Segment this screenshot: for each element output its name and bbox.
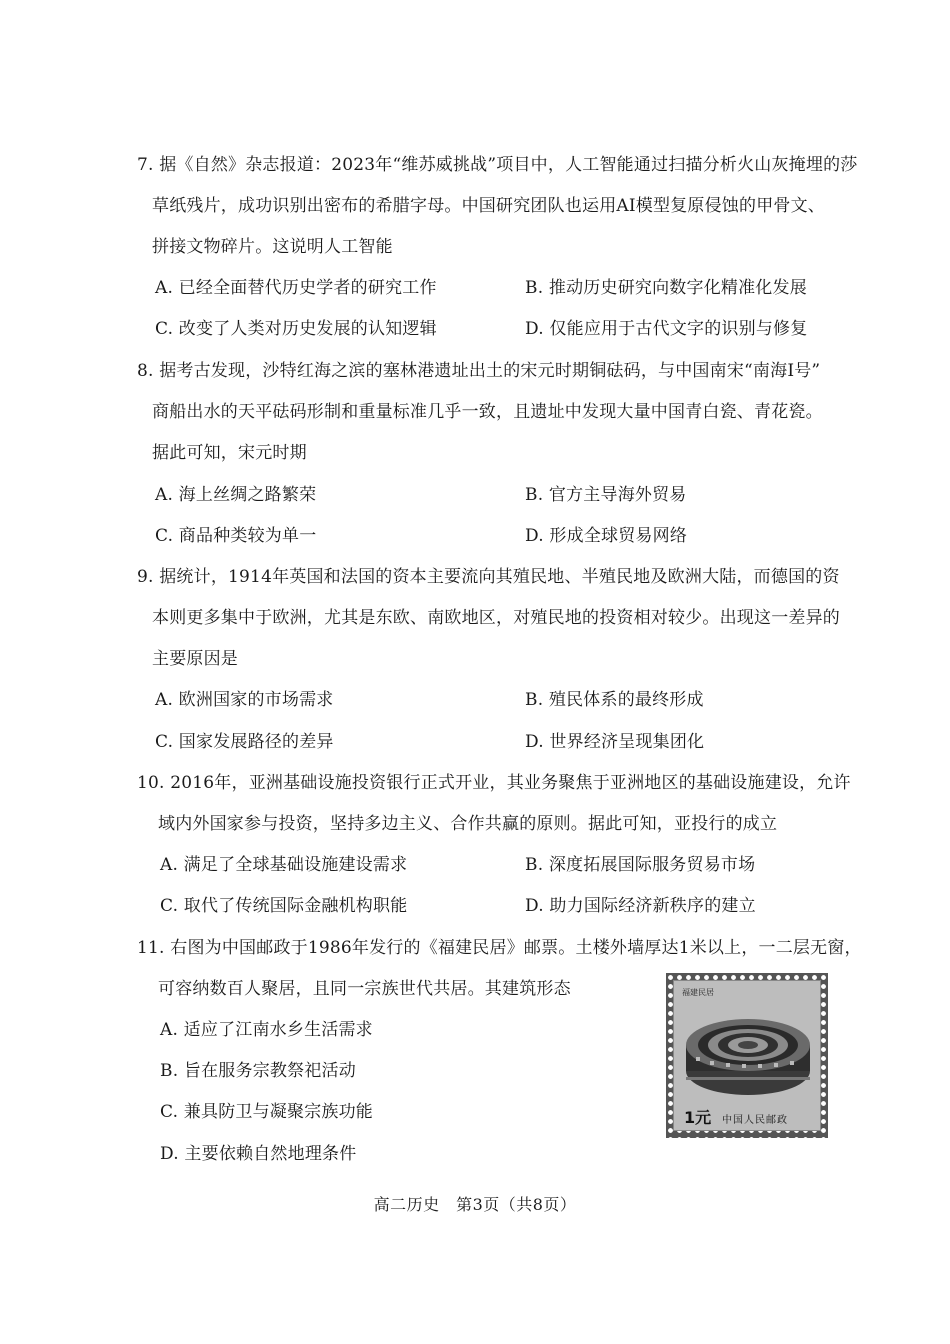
question-8-stem-line-2: 商船出水的天平砝码形制和重量标准几乎一致，且遗址中发现大量中国青白瓷、青花瓷。	[152, 402, 823, 422]
question-11-option-d: D. 主要依赖自然地理条件	[160, 1144, 357, 1164]
fujian-dwelling-stamp	[666, 973, 828, 1138]
question-8-stem-line-1: 8. 据考古发现，沙特红海之滨的塞林港遗址出土的宋元时期铜砝码，与中国南宋“南海Ⅰ号”	[137, 361, 821, 381]
question-10-stem-line-1: 10. 2016年，亚洲基础设施投资银行正式开业，其业务聚焦于亚洲地区的基础设施建设，允许	[137, 773, 851, 793]
question-7-stem-line-1: 7. 据《自然》杂志报道：2023年“维苏威挑战”项目中，人工智能通过扫描分析火山灰掩埋的莎	[137, 155, 858, 175]
tulou-roundhouse-icon	[682, 999, 814, 1103]
question-9-option-b: B. 殖民体系的最终形成	[525, 690, 704, 710]
question-7-stem-line-3: 拼接文物碎片。这说明人工智能	[152, 237, 393, 257]
stamp-face	[673, 980, 821, 1131]
question-10-option-d: D. 助力国际经济新秩序的建立	[525, 896, 756, 916]
stamp-denomination: 1元	[684, 1108, 712, 1127]
question-11-option-c: C. 兼具防卫与凝聚宗族功能	[160, 1102, 374, 1122]
question-9-stem-line-1: 9. 据统计，1914年英国和法国的资本主要流向其殖民地、半殖民地及欧洲大陆，而德国的资	[137, 567, 840, 587]
question-10-stem-line-2: 域内外国家参与投资，坚持多边主义、合作共赢的原则。据此可知，亚投行的成立	[158, 814, 778, 834]
question-7-option-a: A. 已经全面替代历史学者的研究工作	[155, 278, 437, 298]
question-9-stem-line-2: 本则更多集中于欧洲，尤其是东欧、南欧地区，对殖民地的投资相对较少。出现这一差异的	[152, 608, 840, 628]
question-7-stem-line-2: 草纸残片，成功识别出密布的希腊字母。中国研究团队也运用AI模型复原侵蚀的甲骨文、	[152, 196, 825, 216]
question-9-option-d: D. 世界经济呈现集团化	[525, 732, 705, 752]
question-11-stem-line-1: 11. 右图为中国邮政于1986年发行的《福建民居》邮票。土楼外墙厚达1米以上，一二层无窗，	[137, 938, 862, 958]
question-11-option-a: A. 适应了江南水乡生活需求	[160, 1020, 373, 1040]
question-7-option-b: B. 推动历史研究向数字化精准化发展	[525, 278, 807, 298]
question-9-stem-line-3: 主要原因是	[152, 649, 238, 669]
question-11-option-b: B. 旨在服务宗教祭祀活动	[160, 1061, 356, 1081]
question-8-stem-line-3: 据此可知，宋元时期	[152, 443, 307, 463]
question-9-option-a: A. 欧洲国家的市场需求	[155, 690, 334, 710]
question-7-option-c: C. 改变了人类对历史发展的认知逻辑	[155, 319, 437, 339]
question-9-option-c: C. 国家发展路径的差异	[155, 732, 334, 752]
stamp-issuer: 中国人民邮政	[722, 1115, 788, 1126]
stamp-title: 福建民居	[682, 988, 714, 997]
question-8-option-a: A. 海上丝绸之路繁荣	[155, 485, 317, 505]
question-10-option-c: C. 取代了传统国际金融机构职能	[160, 896, 408, 916]
question-11-stem-line-2: 可容纳数百人聚居，且同一宗族世代共居。其建筑形态	[158, 979, 571, 999]
question-8-option-d: D. 形成全球贸易网络	[525, 526, 688, 546]
question-8-option-c: C. 商品种类较为单一	[155, 526, 317, 546]
question-10-option-a: A. 满足了全球基础设施建设需求	[160, 855, 408, 875]
question-10-option-b: B. 深度拓展国际服务贸易市场	[525, 855, 756, 875]
question-7-option-d: D. 仅能应用于古代文字的识别与修复	[525, 319, 808, 339]
question-8-option-b: B. 官方主导海外贸易	[525, 485, 687, 505]
page-footer: 高二历史 第3页（共8页）	[373, 1195, 577, 1214]
